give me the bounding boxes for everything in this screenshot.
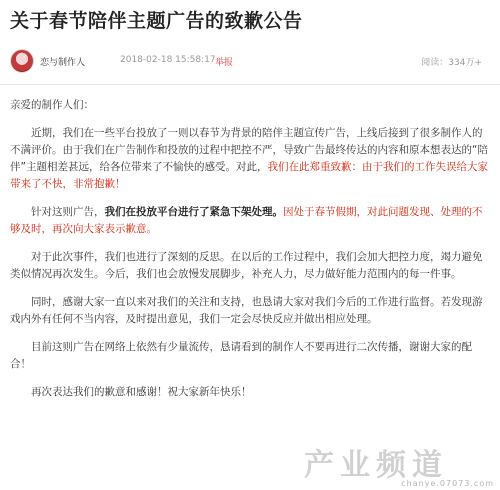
paragraph-1 <box>10 125 492 193</box>
divider <box>0 84 500 85</box>
article-title: 关于春节陪伴主题广告的致歉公告 <box>10 10 303 32</box>
paragraph-6: 再次表达我们的歉意和感谢！祝大家新年快乐！ <box>31 386 252 398</box>
paragraph-5: 目前这则广告在网络上依然有少量流传，恳请看到的制作人不要再进行二次传播，谢谢大家的配合！ <box>10 341 472 370</box>
paragraph-4: 同时，感谢大家一直以来对我们的关注和支持，也恳请大家对我们今后的工作进行监督。若发现游戏内外有任何不当内容，及时提出意见，我们一定会尽快反应并做出相应处理。 <box>10 296 483 325</box>
paragraph-3: 对于此次事件，我们也进行了深刻的反思。在以后的工作过程中，我们会加大把控力度，竭力避免类似情况再次发生。今后，我们也会放慢发展脚步，补充人力，尽力做好能力范围内的每一件事。 <box>10 251 483 280</box>
watermark-url: chanye.07073.com <box>401 479 494 488</box>
author-avatar[interactable] <box>10 49 34 73</box>
paragraph-2-text: 针对这则广告， <box>31 206 105 218</box>
paragraph-2 <box>10 204 492 238</box>
watermark-logo: 产业频道 <box>304 448 448 483</box>
takedown-highlight: 我们在投放平台进行了紧急下架处理。 <box>104 206 283 218</box>
view-count: 阅读：334万+ <box>421 58 482 68</box>
article-body <box>10 97 492 412</box>
author-name[interactable]: 恋与制作人 <box>40 58 86 68</box>
article-meta <box>10 48 490 74</box>
publish-date: 2018-02-18 15:58:17 <box>120 55 216 65</box>
apology-highlight: 我们在此郑重致歉：由于我们的工作失误给大家带来了不快，非常抱歉！ <box>10 161 488 190</box>
report-link[interactable]: 举报 <box>215 58 234 68</box>
delay-apology-highlight: 因处于春节假期，对此问题发现、处理的不够及时，再次向大家表示歉意。 <box>10 206 483 235</box>
greeting: 亲爱的制作人们： <box>10 99 94 111</box>
paragraph-1-text: 近期，我们在一些平台投放了一则以春节为背景的陪伴主题宣传广告，上线后接到了很多制作人的不满评价。由于我们在广告制作和投放的过程中把控不严，导致广告最终传达的内容和原本想表达的“陪伴”主题相差甚远，给各位带来了不愉快的感受。对此， <box>10 127 488 173</box>
